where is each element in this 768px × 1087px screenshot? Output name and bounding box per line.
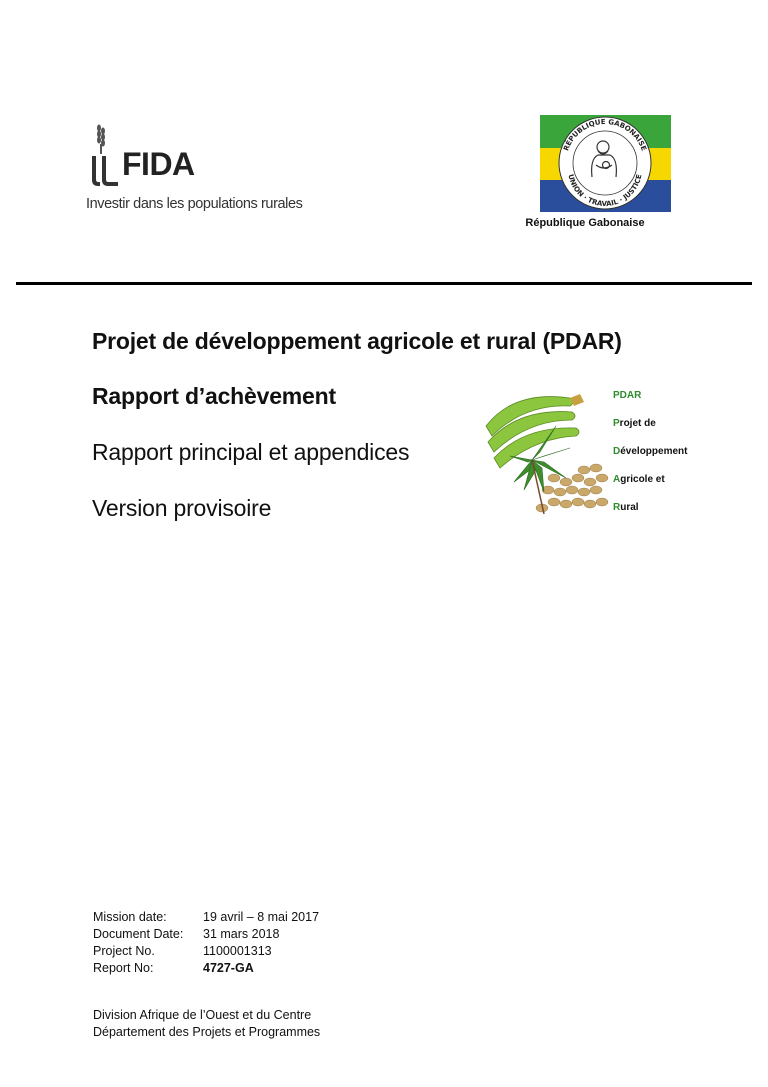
seal-text-bottom: UNION · TRAVAIL · JUSTICE	[566, 173, 644, 209]
pdar-line	[613, 502, 687, 530]
meta-label: Document Date:	[93, 927, 184, 941]
pdar-line	[613, 446, 687, 474]
pdar-legend	[613, 390, 687, 530]
pdar-initial: A	[613, 474, 621, 485]
pdar-crops-image	[484, 386, 610, 514]
department-name: Département des Projets et Programmes	[93, 1025, 321, 1039]
meta-row	[93, 910, 319, 927]
pdar-word: rojet de	[619, 418, 656, 429]
meta-label: Mission date:	[93, 910, 167, 924]
gabon-seal-icon	[540, 115, 671, 212]
pdar-initial: R	[613, 502, 621, 513]
project-title: Projet de développement agricole et rural (PDAR)	[92, 328, 622, 354]
pdar-initial: P	[613, 418, 620, 429]
pdar-word: ural	[620, 502, 639, 513]
document-metadata	[93, 910, 319, 978]
pdar-line	[613, 418, 687, 446]
meta-value: 4727-GA	[203, 961, 254, 975]
meta-value: 19 avril – 8 mai 2017	[203, 910, 320, 924]
header-divider	[16, 282, 752, 285]
report-title: Rapport d’achèvement	[92, 383, 336, 409]
gabon-caption: République Gabonaise	[525, 217, 645, 229]
meta-row	[93, 944, 319, 961]
pdar-line	[613, 474, 687, 502]
division-name: Division Afrique de l’Ouest et du Centre	[93, 1008, 312, 1022]
division-block	[93, 1008, 320, 1042]
meta-value: 31 mars 2018	[203, 927, 280, 941]
meta-row	[93, 927, 319, 944]
fida-tagline: Investir dans les populations rurales	[86, 196, 303, 212]
report-subtitle: Rapport principal et appendices	[92, 439, 410, 465]
pdar-initial: D	[613, 446, 621, 457]
meta-value: 1100001313	[203, 944, 272, 958]
pdar-word: éveloppement	[620, 446, 688, 457]
pdar-word: gricole et	[620, 474, 665, 485]
pdar-acronym: PDAR	[613, 390, 642, 401]
fida-wordmark: FIDA	[122, 146, 195, 182]
fida-logo	[86, 124, 326, 216]
seal-text-top: RÉPUBLIQUE GABONAISE	[562, 117, 648, 152]
meta-row	[93, 961, 319, 978]
report-version: Version provisoire	[92, 495, 272, 521]
meta-label: Report No:	[93, 961, 154, 975]
wheat-logo-icon	[86, 124, 120, 188]
meta-label: Project No.	[93, 944, 155, 958]
